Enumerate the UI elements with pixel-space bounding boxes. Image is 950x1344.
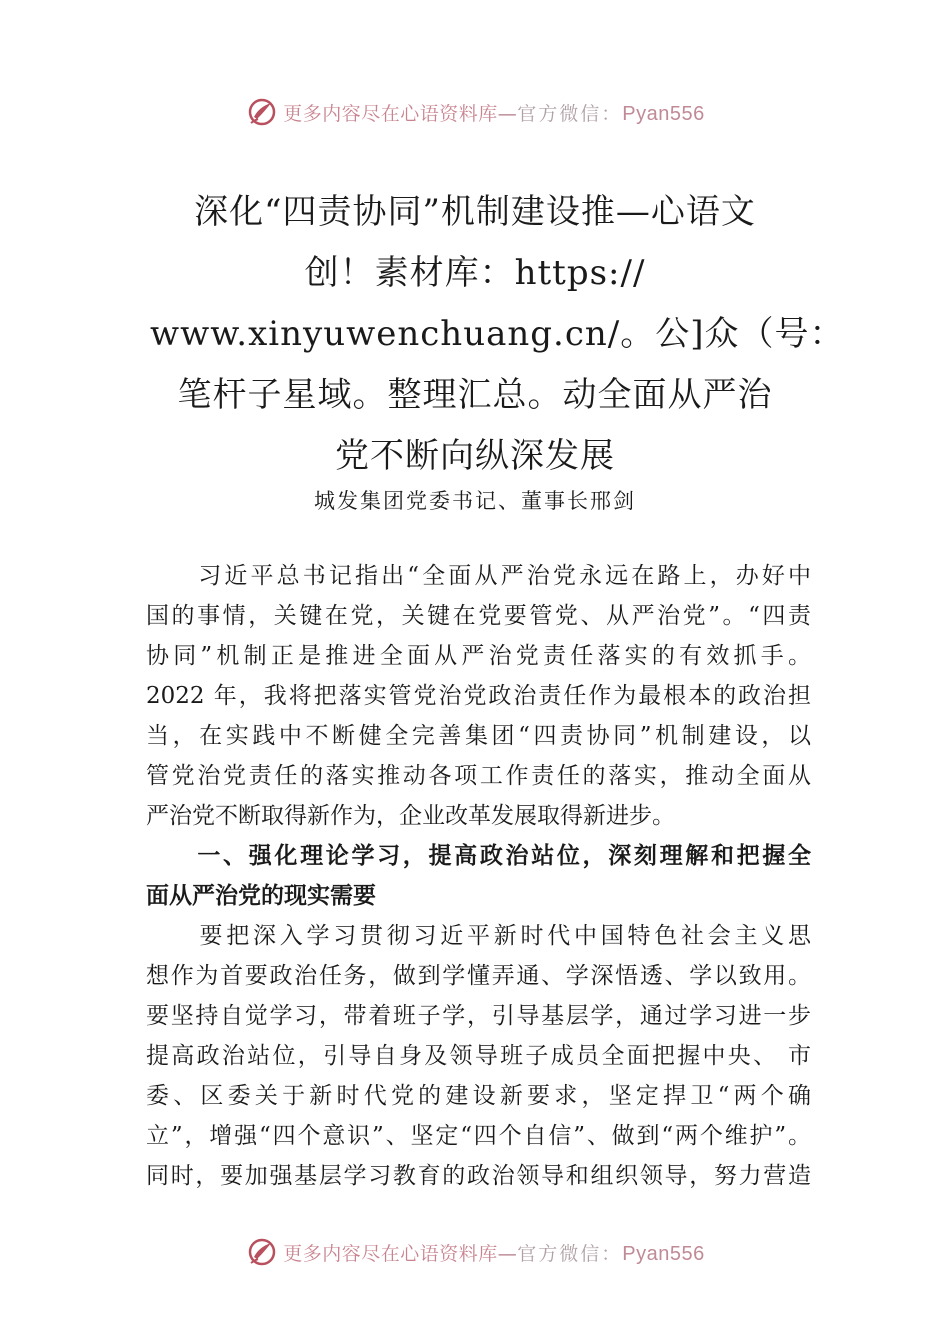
text-line: 国的事情，关键在党，关键在党要管党、从严治党”。“四责 bbox=[146, 603, 811, 629]
document-body bbox=[146, 556, 811, 1196]
text-line: 当，在实践中不断健全完善集团“四责协同”机制建设，以 bbox=[146, 723, 811, 749]
brush-logo-icon bbox=[245, 1235, 279, 1269]
document-author: 城发集团党委书记、董事长邢剑 bbox=[314, 489, 636, 513]
text-line: 要把深入学习贯彻习近平新时代中国特色社会主义思 bbox=[146, 923, 811, 949]
heading-line: 面从严治党的现实需要 bbox=[146, 883, 376, 909]
document-title bbox=[150, 182, 845, 487]
watermark-text bbox=[283, 1239, 705, 1266]
text-line: 2022 年，我将把落实管党治党政治责任作为最根本的政治担 bbox=[146, 683, 811, 709]
title-line: 笔杆子星域。整理汇总。动全面从严治 bbox=[177, 375, 773, 415]
text-line: 管党治党责任的落实推动各项工作责任的落实，推动全面从 bbox=[146, 763, 811, 789]
watermark-dash: — bbox=[497, 1242, 518, 1265]
section-heading-1 bbox=[146, 836, 811, 916]
title-line: www.xinyuwenchuang.cn/。公]众（号： bbox=[150, 314, 845, 354]
watermark-footer bbox=[0, 1232, 950, 1272]
title-line: 深化“四责协同”机制建设推—心语文 bbox=[194, 192, 756, 232]
text-line: 委、区委关于新时代党的建设新要求，坚定捍卫“两个确 bbox=[146, 1083, 811, 1109]
watermark-main: 更多内容尽在心语资料库 bbox=[283, 102, 498, 125]
watermark-dash: — bbox=[497, 102, 518, 125]
text-line: 立”，增强“四个意识”、坚定“四个自信”、做到“两个维护”。 bbox=[146, 1123, 811, 1149]
watermark-wechat: 官方微信： bbox=[517, 102, 623, 125]
watermark-main: 更多内容尽在心语资料库 bbox=[283, 1242, 498, 1265]
title-line: 党不断向纵深发展 bbox=[335, 436, 615, 476]
watermark-header bbox=[0, 92, 950, 132]
watermark-id: Pyan556 bbox=[622, 1242, 705, 1265]
watermark-id: Pyan556 bbox=[622, 102, 705, 125]
text-line: 习近平总书记指出“全面从严治党永远在路上，办好中 bbox=[146, 563, 811, 589]
text-line: 提高政治站位，引导自身及领导班子成员全面把握中央、 市 bbox=[146, 1043, 811, 1069]
watermark-text bbox=[283, 99, 705, 126]
title-line: 创！素材库：https:// bbox=[304, 253, 646, 293]
text-line: 要坚持自觉学习，带着班子学，引导基层学，通过学习进一步 bbox=[146, 1003, 811, 1029]
text-line: 想作为首要政治任务，做到学懂弄通、学深悟透、学以致用。 bbox=[146, 963, 811, 989]
text-line: 协同”机制正是推进全面从严治党责任落实的有效抓手。 bbox=[146, 643, 811, 669]
text-line: 同时，要加强基层学习教育的政治领导和组织领导，努力营造 bbox=[146, 1163, 811, 1189]
text-line: 严治党不断取得新作为，企业改革发展取得新进步。 bbox=[146, 803, 675, 829]
paragraph-intro bbox=[146, 556, 811, 836]
watermark-wechat: 官方微信： bbox=[517, 1242, 623, 1265]
brush-logo-icon bbox=[245, 95, 279, 129]
paragraph-section-1 bbox=[146, 916, 811, 1196]
heading-line: 一、强化理论学习，提高政治站位，深刻理解和把握全 bbox=[146, 843, 811, 869]
